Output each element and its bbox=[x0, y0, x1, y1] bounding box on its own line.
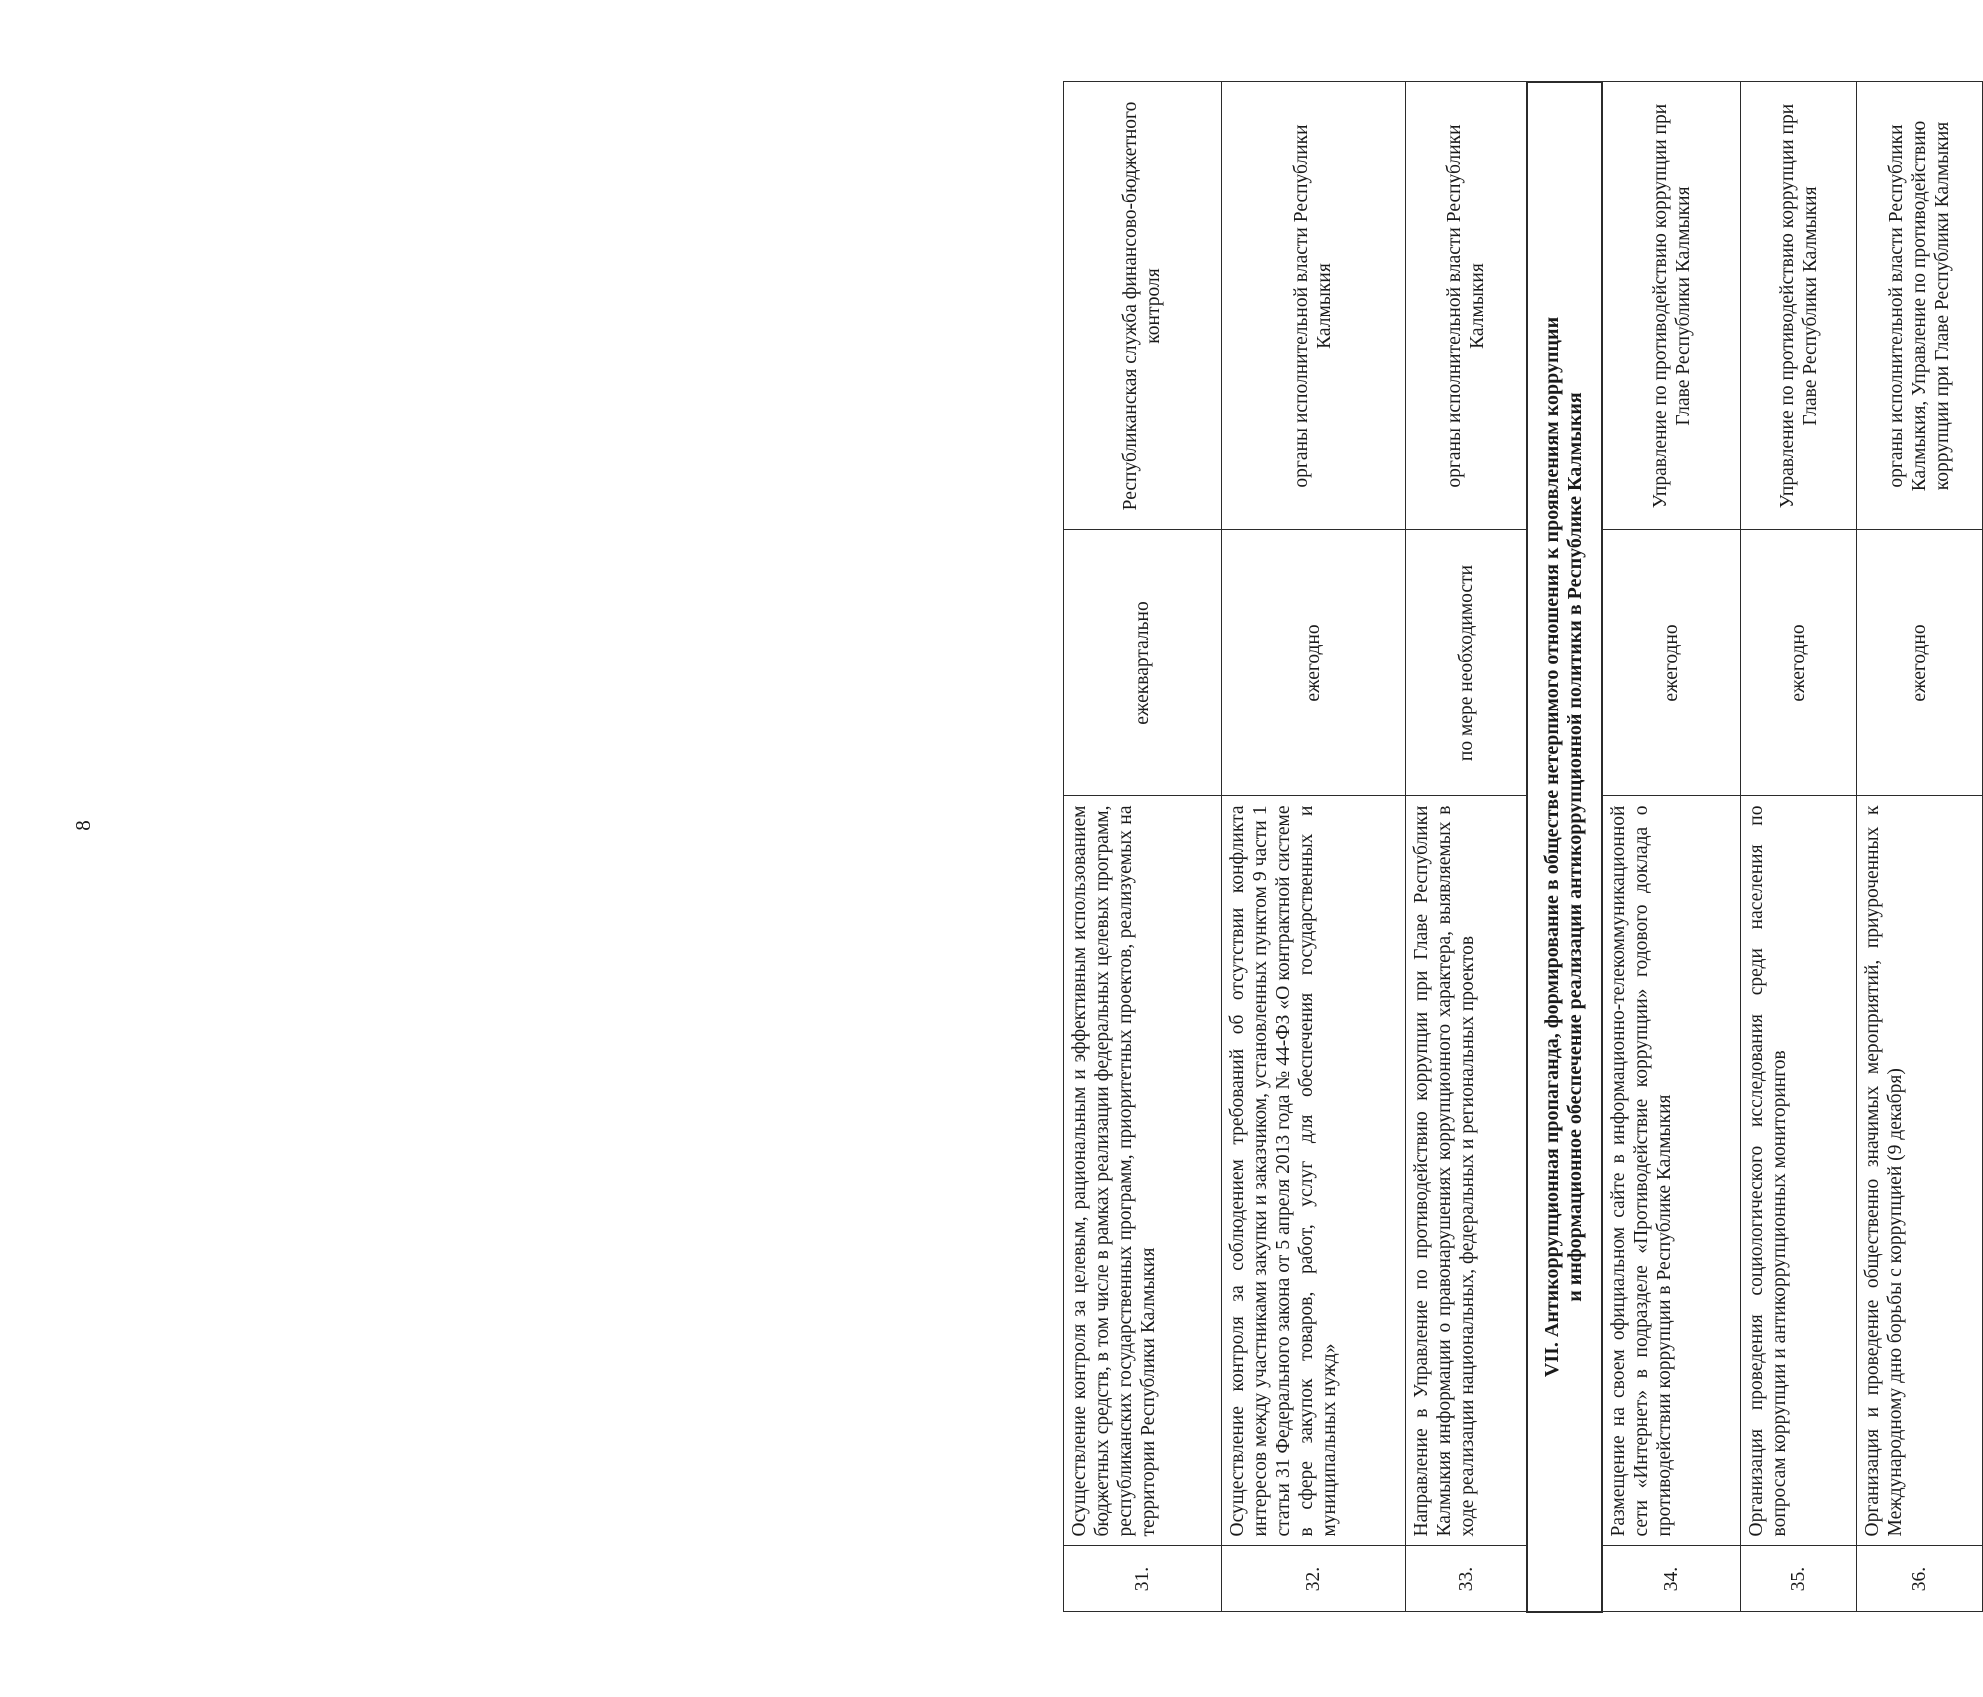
page-number: 8 bbox=[70, 820, 95, 831]
responsible-executor: органы исполнительной власти Республики Калмыкия, Управление по противодействию коррупции при Главе Республики Калмыкия bbox=[1856, 82, 1982, 530]
table-row bbox=[1221, 82, 1406, 1612]
row-number: 32. bbox=[1221, 1546, 1406, 1612]
row-number: 33. bbox=[1406, 1546, 1527, 1612]
row-number: 34. bbox=[1602, 1546, 1741, 1612]
table-row bbox=[1064, 82, 1222, 1612]
row-number: 36. bbox=[1856, 1546, 1982, 1612]
execution-period: по мере необходимости bbox=[1406, 530, 1527, 796]
section-heading bbox=[1527, 82, 1603, 1612]
execution-period: ежегодно bbox=[1221, 530, 1406, 796]
table-row bbox=[1406, 82, 1527, 1612]
measure-description: Организация проведения социологического исследования среди населения по вопросам коррупции и антикоррупционных мониторингов bbox=[1741, 796, 1857, 1546]
row-number: 31. bbox=[1064, 1546, 1222, 1612]
execution-period: ежеквартально bbox=[1064, 530, 1222, 796]
responsible-executor: Управление по противодействию коррупции при Главе Республики Калмыкия bbox=[1602, 82, 1741, 530]
execution-period: ежегодно bbox=[1602, 530, 1741, 796]
responsible-executor: органы исполнительной власти Республики Калмыкия bbox=[1221, 82, 1406, 530]
measure-description: Осуществление контроля за соблюдением требований об отсутствии конфликта интересов между участниками закупки и заказчиком, установленных пунктом 9 части 1 статьи 31 Федерального закона от 5 апреля 2013 года № 44-ФЗ «О контрактной системе в сфере закупок товаров, работ, услуг для обеспечения государственных и муниципальных нужд» bbox=[1221, 796, 1406, 1546]
section-heading-row bbox=[1527, 82, 1603, 1612]
responsible-executor: Управление по противодействию коррупции при Главе Республики Калмыкия bbox=[1741, 82, 1857, 530]
responsible-executor: органы исполнительной власти Республики Калмыкия bbox=[1406, 82, 1527, 530]
measure-description: Осуществление контроля за целевым, рациональным и эффективным использованием бюджетных средств, в том числе в рамках реализации федеральных целевых программ, республиканских государственных программ, приоритетных проектов, реализуемых на территории Республики Калмыкия bbox=[1064, 796, 1222, 1546]
row-number: 35. bbox=[1741, 1546, 1857, 1612]
measure-description: Направление в Управление по противодействию коррупции при Главе Республики Калмыкия информации о правонарушениях коррупционного характера, выявляемых в ходе реализации национальных, федеральных и региональных проектов bbox=[1406, 796, 1527, 1546]
execution-period: ежегодно bbox=[1741, 530, 1857, 796]
measure-description: Организация и проведение общественно значимых мероприятий, приуроченных к Международному дню борьбы с коррупцией (9 декабря) bbox=[1856, 796, 1982, 1546]
action-plan-table bbox=[1063, 81, 1983, 1613]
section-heading-line-1: VII. Антикоррупционная пропаганда, формирование в обществе нетерпимого отношения к проявлениям коррупции bbox=[1540, 316, 1563, 1378]
table-row bbox=[1741, 82, 1857, 1612]
table-row bbox=[1602, 82, 1741, 1612]
execution-period: ежегодно bbox=[1856, 530, 1982, 796]
measure-description: Размещение на своем официальном сайте в информационно-телекоммуникационной сети «Интернет» в подразделе «Противодействие коррупции» годового доклада о противодействии коррупции в Республике Калмыкия bbox=[1602, 796, 1741, 1546]
section-heading-line-2: и информационное обеспечение реализации антикоррупционной политики в Республике Калмыкия bbox=[1564, 392, 1587, 1302]
table-row bbox=[1856, 82, 1982, 1612]
responsible-executor: Республиканская служба финансово-бюджетного контроля bbox=[1064, 82, 1222, 530]
